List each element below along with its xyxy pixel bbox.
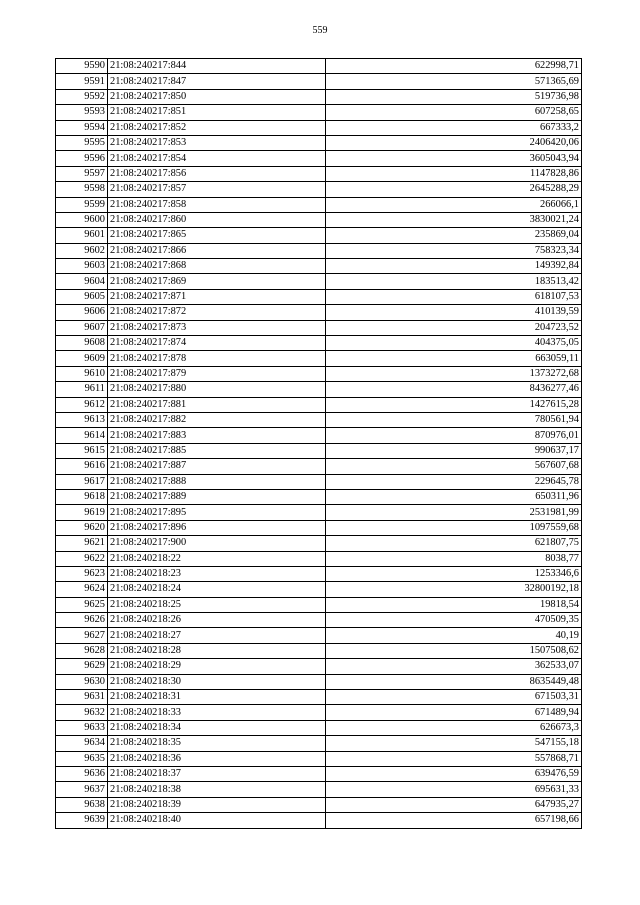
value-cell: 8436277,46 <box>326 382 582 397</box>
table-row <box>56 720 582 735</box>
row-number-cell: 9601 <box>56 228 108 243</box>
cadastral-number-cell: 21:08:240217:874 <box>108 336 326 351</box>
row-number-cell: 9615 <box>56 443 108 458</box>
value-cell: 663059,11 <box>326 351 582 366</box>
page-number: 559 <box>312 25 328 36</box>
table-row <box>56 751 582 766</box>
table-row <box>56 59 582 74</box>
table-row <box>56 197 582 212</box>
table-row <box>56 259 582 274</box>
table-row <box>56 782 582 797</box>
cadastral-number-cell: 21:08:240218:27 <box>108 628 326 643</box>
table-row <box>56 690 582 705</box>
row-number-cell: 9603 <box>56 259 108 274</box>
table-row <box>56 397 582 412</box>
table-row <box>56 736 582 751</box>
cadastral-number-cell: 21:08:240218:24 <box>108 582 326 597</box>
row-number-cell: 9606 <box>56 305 108 320</box>
table-row <box>56 289 582 304</box>
table-body <box>56 59 582 829</box>
row-number-cell: 9622 <box>56 551 108 566</box>
row-number-cell: 9591 <box>56 74 108 89</box>
value-cell: 647935,27 <box>326 797 582 812</box>
row-number-cell: 9599 <box>56 197 108 212</box>
cadastral-number-cell: 21:08:240217:860 <box>108 212 326 227</box>
value-cell: 235869,04 <box>326 228 582 243</box>
value-cell: 650311,96 <box>326 489 582 504</box>
row-number-cell: 9614 <box>56 428 108 443</box>
cadastral-number-cell: 21:08:240217:868 <box>108 259 326 274</box>
row-number-cell: 9639 <box>56 813 108 828</box>
value-cell: 266066,1 <box>326 197 582 212</box>
value-cell: 404375,05 <box>326 336 582 351</box>
table-row <box>56 705 582 720</box>
value-cell: 1373272,68 <box>326 366 582 381</box>
value-cell: 607258,65 <box>326 105 582 120</box>
row-number-cell: 9598 <box>56 182 108 197</box>
cadastral-number-cell: 21:08:240217:856 <box>108 166 326 181</box>
row-number-cell: 9620 <box>56 520 108 535</box>
value-cell: 8038,77 <box>326 551 582 566</box>
cadastral-value-table <box>55 58 582 829</box>
value-cell: 8635449,48 <box>326 674 582 689</box>
value-cell: 571365,69 <box>326 74 582 89</box>
value-cell: 519736,98 <box>326 89 582 104</box>
value-cell: 3830021,24 <box>326 212 582 227</box>
value-cell: 3605043,94 <box>326 151 582 166</box>
row-number-cell: 9593 <box>56 105 108 120</box>
table-row <box>56 643 582 658</box>
row-number-cell: 9602 <box>56 243 108 258</box>
cadastral-number-cell: 21:08:240217:888 <box>108 474 326 489</box>
cadastral-number-cell: 21:08:240217:871 <box>108 289 326 304</box>
cadastral-number-cell: 21:08:240217:850 <box>108 89 326 104</box>
cadastral-number-cell: 21:08:240218:37 <box>108 766 326 781</box>
table-row <box>56 536 582 551</box>
value-cell: 204723,52 <box>326 320 582 335</box>
value-cell: 19818,54 <box>326 597 582 612</box>
row-number-cell: 9630 <box>56 674 108 689</box>
cadastral-number-cell: 21:08:240217:869 <box>108 274 326 289</box>
table-row <box>56 74 582 89</box>
table-row <box>56 551 582 566</box>
table-row <box>56 320 582 335</box>
cadastral-number-cell: 21:08:240218:33 <box>108 705 326 720</box>
table-row <box>56 628 582 643</box>
table-row <box>56 412 582 427</box>
value-cell: 758323,34 <box>326 243 582 258</box>
cadastral-number-cell: 21:08:240218:31 <box>108 690 326 705</box>
row-number-cell: 9625 <box>56 597 108 612</box>
value-cell: 567607,68 <box>326 459 582 474</box>
row-number-cell: 9624 <box>56 582 108 597</box>
value-cell: 621807,75 <box>326 536 582 551</box>
cadastral-number-cell: 21:08:240218:35 <box>108 736 326 751</box>
cadastral-number-cell: 21:08:240217:872 <box>108 305 326 320</box>
cadastral-number-cell: 21:08:240218:23 <box>108 566 326 581</box>
table-row <box>56 243 582 258</box>
row-number-cell: 9635 <box>56 751 108 766</box>
row-number-cell: 9592 <box>56 89 108 104</box>
row-number-cell: 9627 <box>56 628 108 643</box>
row-number-cell: 9596 <box>56 151 108 166</box>
row-number-cell: 9594 <box>56 120 108 135</box>
cadastral-number-cell: 21:08:240218:22 <box>108 551 326 566</box>
row-number-cell: 9616 <box>56 459 108 474</box>
table-row <box>56 166 582 181</box>
row-number-cell: 9604 <box>56 274 108 289</box>
value-cell: 1097559,68 <box>326 520 582 535</box>
table-row <box>56 613 582 628</box>
value-cell: 2406420,06 <box>326 135 582 150</box>
row-number-cell: 9613 <box>56 412 108 427</box>
row-number-cell: 9590 <box>56 59 108 74</box>
table-row <box>56 105 582 120</box>
cadastral-number-cell: 21:08:240217:900 <box>108 536 326 551</box>
value-cell: 410139,59 <box>326 305 582 320</box>
value-cell: 362533,07 <box>326 659 582 674</box>
cadastral-number-cell: 21:08:240217:885 <box>108 443 326 458</box>
row-number-cell: 9610 <box>56 366 108 381</box>
table-row <box>56 305 582 320</box>
value-cell: 32800192,18 <box>326 582 582 597</box>
row-number-cell: 9626 <box>56 613 108 628</box>
cadastral-number-cell: 21:08:240217:857 <box>108 182 326 197</box>
cadastral-number-cell: 21:08:240217:896 <box>108 520 326 535</box>
cadastral-number-cell: 21:08:240217:853 <box>108 135 326 150</box>
table-row <box>56 336 582 351</box>
cadastral-number-cell: 21:08:240217:882 <box>108 412 326 427</box>
row-number-cell: 9631 <box>56 690 108 705</box>
cadastral-number-cell: 21:08:240218:38 <box>108 782 326 797</box>
cadastral-number-cell: 21:08:240217:865 <box>108 228 326 243</box>
cadastral-number-cell: 21:08:240218:28 <box>108 643 326 658</box>
table-row <box>56 382 582 397</box>
row-number-cell: 9638 <box>56 797 108 812</box>
cadastral-number-cell: 21:08:240218:29 <box>108 659 326 674</box>
row-number-cell: 9612 <box>56 397 108 412</box>
table-row <box>56 813 582 828</box>
value-cell: 1507508,62 <box>326 643 582 658</box>
cadastral-number-cell: 21:08:240217:895 <box>108 505 326 520</box>
row-number-cell: 9609 <box>56 351 108 366</box>
value-cell: 470509,35 <box>326 613 582 628</box>
table-row <box>56 659 582 674</box>
value-cell: 671489,94 <box>326 705 582 720</box>
value-cell: 2645288,29 <box>326 182 582 197</box>
table-row <box>56 505 582 520</box>
cadastral-number-cell: 21:08:240217:858 <box>108 197 326 212</box>
cadastral-number-cell: 21:08:240218:39 <box>108 797 326 812</box>
value-cell: 639476,59 <box>326 766 582 781</box>
value-cell: 870976,01 <box>326 428 582 443</box>
table-row <box>56 182 582 197</box>
row-number-cell: 9632 <box>56 705 108 720</box>
cadastral-number-cell: 21:08:240217:847 <box>108 74 326 89</box>
row-number-cell: 9618 <box>56 489 108 504</box>
value-cell: 622998,71 <box>326 59 582 74</box>
table-row <box>56 151 582 166</box>
cadastral-number-cell: 21:08:240217:866 <box>108 243 326 258</box>
table-row <box>56 135 582 150</box>
cadastral-number-cell: 21:08:240218:30 <box>108 674 326 689</box>
row-number-cell: 9634 <box>56 736 108 751</box>
table-row <box>56 228 582 243</box>
table-row <box>56 597 582 612</box>
cadastral-number-cell: 21:08:240217:852 <box>108 120 326 135</box>
value-cell: 695631,33 <box>326 782 582 797</box>
cadastral-number-cell: 21:08:240217:878 <box>108 351 326 366</box>
table-row <box>56 459 582 474</box>
cadastral-number-cell: 21:08:240217:881 <box>108 397 326 412</box>
cadastral-number-cell: 21:08:240218:36 <box>108 751 326 766</box>
cadastral-number-cell: 21:08:240218:26 <box>108 613 326 628</box>
table-row <box>56 489 582 504</box>
cadastral-number-cell: 21:08:240217:851 <box>108 105 326 120</box>
cadastral-number-cell: 21:08:240217:873 <box>108 320 326 335</box>
cadastral-number-cell: 21:08:240218:25 <box>108 597 326 612</box>
cadastral-number-cell: 21:08:240217:887 <box>108 459 326 474</box>
row-number-cell: 9595 <box>56 135 108 150</box>
row-number-cell: 9636 <box>56 766 108 781</box>
row-number-cell: 9621 <box>56 536 108 551</box>
row-number-cell: 9637 <box>56 782 108 797</box>
table-row <box>56 766 582 781</box>
cadastral-number-cell: 21:08:240218:34 <box>108 720 326 735</box>
value-cell: 990637,17 <box>326 443 582 458</box>
table-row <box>56 443 582 458</box>
value-cell: 2531981,99 <box>326 505 582 520</box>
row-number-cell: 9611 <box>56 382 108 397</box>
cadastral-number-cell: 21:08:240217:880 <box>108 382 326 397</box>
cadastral-number-cell: 21:08:240217:854 <box>108 151 326 166</box>
row-number-cell: 9628 <box>56 643 108 658</box>
value-cell: 618107,53 <box>326 289 582 304</box>
row-number-cell: 9633 <box>56 720 108 735</box>
cadastral-number-cell: 21:08:240217:844 <box>108 59 326 74</box>
value-cell: 229645,78 <box>326 474 582 489</box>
table-row <box>56 89 582 104</box>
table-row <box>56 520 582 535</box>
value-cell: 547155,18 <box>326 736 582 751</box>
cadastral-number-cell: 21:08:240217:883 <box>108 428 326 443</box>
value-cell: 626673,3 <box>326 720 582 735</box>
value-cell: 1253346,6 <box>326 566 582 581</box>
value-cell: 1147828,86 <box>326 166 582 181</box>
value-cell: 780561,94 <box>326 412 582 427</box>
row-number-cell: 9617 <box>56 474 108 489</box>
value-cell: 667333,2 <box>326 120 582 135</box>
cadastral-number-cell: 21:08:240218:40 <box>108 813 326 828</box>
row-number-cell: 9605 <box>56 289 108 304</box>
table-row <box>56 120 582 135</box>
cadastral-number-cell: 21:08:240217:879 <box>108 366 326 381</box>
value-cell: 149392,84 <box>326 259 582 274</box>
row-number-cell: 9597 <box>56 166 108 181</box>
table-row <box>56 582 582 597</box>
row-number-cell: 9600 <box>56 212 108 227</box>
table-row <box>56 274 582 289</box>
table-row <box>56 566 582 581</box>
value-cell: 657198,66 <box>326 813 582 828</box>
table-row <box>56 366 582 381</box>
table-row <box>56 212 582 227</box>
table-row <box>56 428 582 443</box>
value-cell: 40,19 <box>326 628 582 643</box>
value-cell: 557868,71 <box>326 751 582 766</box>
value-cell: 1427615,28 <box>326 397 582 412</box>
value-cell: 183513,42 <box>326 274 582 289</box>
row-number-cell: 9623 <box>56 566 108 581</box>
cadastral-number-cell: 21:08:240217:889 <box>108 489 326 504</box>
table-row <box>56 674 582 689</box>
row-number-cell: 9629 <box>56 659 108 674</box>
table-row <box>56 474 582 489</box>
row-number-cell: 9607 <box>56 320 108 335</box>
table-row <box>56 351 582 366</box>
row-number-cell: 9608 <box>56 336 108 351</box>
row-number-cell: 9619 <box>56 505 108 520</box>
value-cell: 671503,31 <box>326 690 582 705</box>
table-row <box>56 797 582 812</box>
